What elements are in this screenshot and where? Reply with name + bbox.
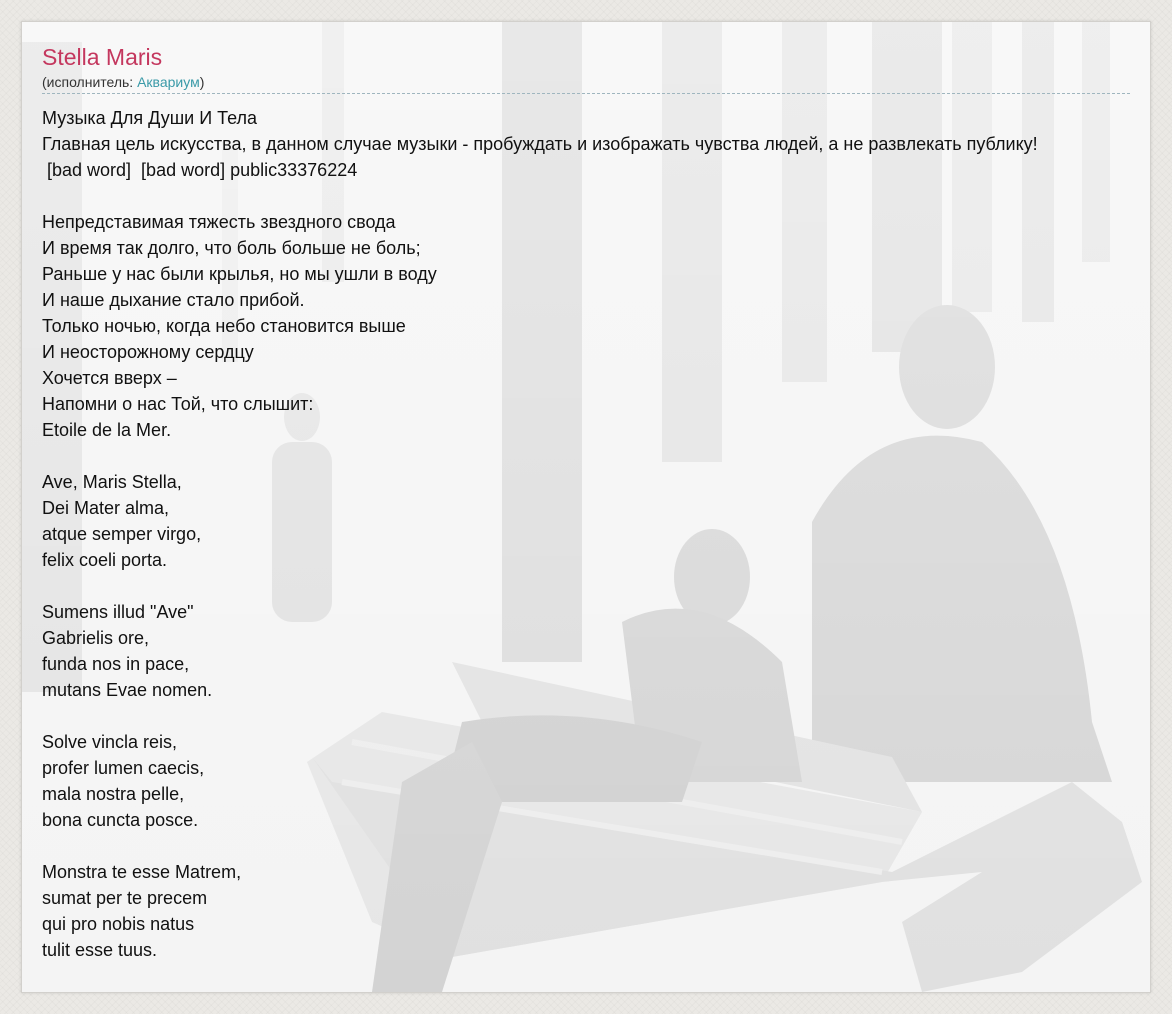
- lyrics-line: tulit esse tuus.: [42, 940, 158, 960]
- lyrics-card: [21, 21, 1151, 993]
- lyrics-line: Раньше у нас были крылья, но мы ушли в воду: [42, 264, 437, 284]
- lyrics-line: [42, 443, 1150, 469]
- lyrics-line: [bad word] [bad word] public33376224: [42, 160, 358, 180]
- lyrics-line: Ave, Maris Stella,: [42, 472, 182, 492]
- lyrics-line: Etoile de la Mer.: [42, 420, 172, 440]
- lyrics-line: [42, 183, 1150, 209]
- lyrics-line: mutans Evae nomen.: [42, 680, 213, 700]
- lyrics-line: [42, 703, 1150, 729]
- lyrics-line: Gabrielis ore,: [42, 628, 150, 648]
- lyrics-line: [42, 833, 1150, 859]
- song-title: Stella Maris: [42, 44, 163, 70]
- artist-suffix: ): [199, 74, 205, 90]
- title-divider: [42, 93, 1130, 94]
- lyrics-line: Sumens illud "Ave": [42, 602, 194, 622]
- lyrics-line: qui pro nobis natus: [42, 914, 195, 934]
- lyrics-line: bona cuncta posce.: [42, 810, 199, 830]
- artist-prefix: (исполнитель:: [42, 74, 138, 90]
- lyrics-line: Solve vincla reis,: [42, 732, 178, 752]
- lyrics-line: И наше дыхание стало прибой.: [42, 290, 305, 310]
- song-content: [42, 42, 1150, 963]
- lyrics-line: [42, 573, 1150, 599]
- lyrics-line: Dei Mater alma,: [42, 498, 170, 518]
- lyrics-line: И время так долго, что боль больше не боль;: [42, 238, 421, 258]
- lyrics-line: profer lumen caecis,: [42, 758, 205, 778]
- lyrics-line: sumat per te precem: [42, 888, 208, 908]
- lyrics-line: Напомни о нас Той, что слышит:: [42, 394, 314, 414]
- artist-line: [42, 72, 1150, 92]
- lyrics-line: Хочется вверх –: [42, 368, 177, 388]
- lyrics-line: И неосторожному сердцу: [42, 342, 254, 362]
- lyrics-line: Главная цель искусства, в данном случае музыки - пробуждать и изображать чувства людей, а не развлекать публику!: [42, 134, 1038, 154]
- lyrics-line: Музыка Для Души И Тела: [42, 108, 258, 128]
- lyrics-text: [42, 105, 1150, 963]
- lyrics-line: funda nos in pace,: [42, 654, 190, 674]
- artist-link[interactable]: Аквариум: [137, 74, 200, 90]
- lyrics-line: mala nostra pelle,: [42, 784, 185, 804]
- lyrics-line: Только ночью, когда небо становится выше: [42, 316, 406, 336]
- lyrics-line: Непредставимая тяжесть звездного свода: [42, 212, 396, 232]
- lyrics-line: atque semper virgo,: [42, 524, 202, 544]
- lyrics-line: Monstra te esse Matrem,: [42, 862, 242, 882]
- lyrics-line: felix coeli porta.: [42, 550, 168, 570]
